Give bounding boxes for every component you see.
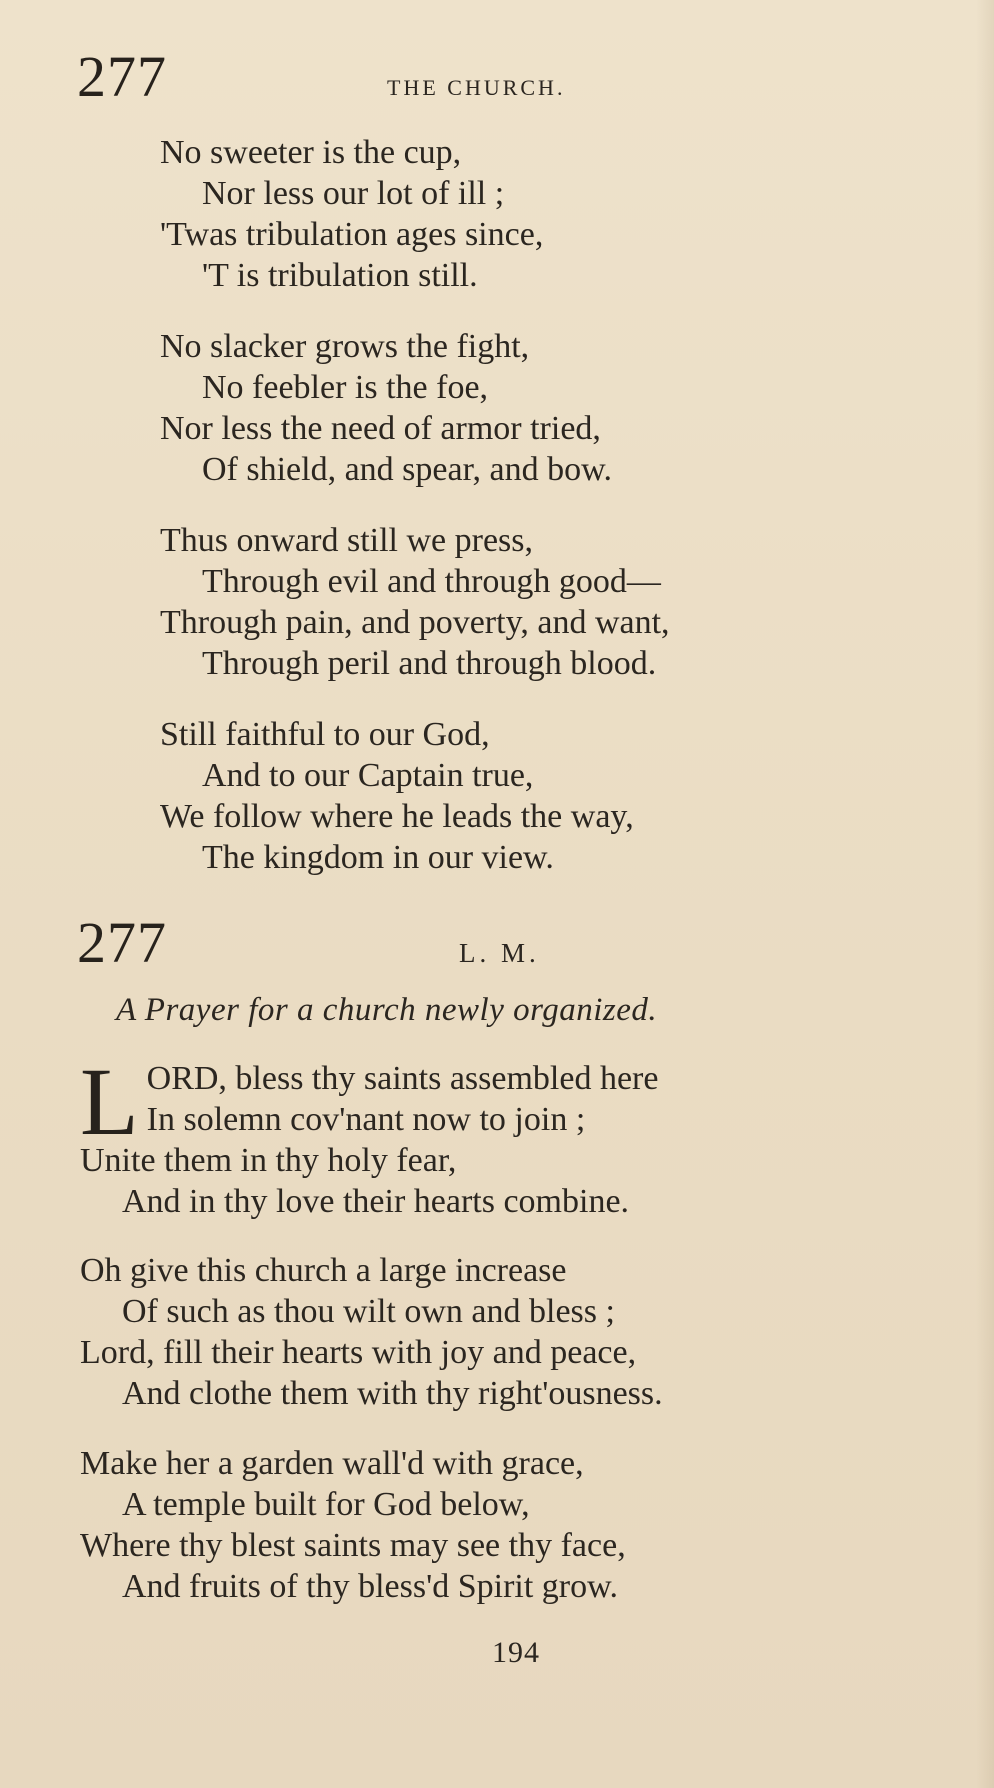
stanza-1 — [160, 132, 543, 296]
verse-line: Oh give this church a large increase — [80, 1252, 567, 1289]
drop-cap: L — [80, 1048, 139, 1155]
verse-line: ORD, bless thy saints assembled here — [146, 1060, 659, 1097]
verse-line: Lord, fill their hearts with joy and peace, — [80, 1334, 637, 1371]
stanza-6 — [80, 1250, 663, 1414]
verse-line: Thus onward still we press, — [160, 522, 534, 559]
verse-line: 'Twas tribulation ages since, — [160, 216, 544, 253]
stanza-5 — [80, 1048, 880, 1222]
verse-line: In solemn cov'nant now to join ; — [146, 1101, 586, 1138]
hymn-number: 277 — [77, 910, 167, 975]
hymn-number-header: 277 — [77, 44, 167, 109]
verse-line: No feebler is the foe, — [202, 369, 489, 406]
verse-line: Through evil and through good— — [202, 563, 661, 600]
verse-line: Through peril and through blood. — [202, 645, 657, 682]
verse-line: Of such as thou wilt own and bless ; — [122, 1293, 615, 1330]
verse-line: Through pain, and poverty, and want, — [160, 604, 670, 641]
verse-line: The kingdom in our view. — [202, 839, 554, 876]
verse-line: We follow where he leads the way, — [160, 798, 634, 835]
running-title: THE CHURCH. — [387, 75, 566, 100]
verse-line: Still faithful to our God, — [160, 716, 490, 753]
verse-line: Nor less the need of armor tried, — [160, 410, 601, 447]
verse-line: And clothe them with thy right'ousness. — [122, 1375, 663, 1412]
page-header — [77, 44, 777, 118]
verse-line: And in thy love their hearts combine. — [122, 1183, 630, 1220]
verse-line: Nor less our lot of ill ; — [202, 175, 505, 212]
stanza-4 — [160, 714, 634, 878]
verse-line: Of shield, and spear, and bow. — [202, 451, 612, 488]
hymn-title: A Prayer for a church newly organized. — [116, 992, 658, 1028]
verse-line: No sweeter is the cup, — [160, 134, 462, 171]
stanza-2 — [160, 326, 612, 490]
stanza-3 — [160, 520, 670, 684]
verse-line: Where thy blest saints may see thy face, — [80, 1527, 626, 1564]
stanza-7 — [80, 1443, 626, 1607]
page-number: 194 — [492, 1636, 540, 1669]
verse-line: Unite them in thy holy fear, — [80, 1142, 457, 1179]
verse-line: 'T is tribulation still. — [202, 257, 478, 294]
hymn-header — [77, 910, 777, 984]
verse-line: And to our Captain true, — [202, 757, 534, 794]
verse-line: No slacker grows the fight, — [160, 328, 530, 365]
verse-line: Make her a garden wall'd with grace, — [80, 1445, 584, 1482]
verse-line: A temple built for God below, — [122, 1486, 530, 1523]
hymn-meter: L. M. — [459, 938, 540, 968]
verse-line: And fruits of thy bless'd Spirit grow. — [122, 1568, 618, 1605]
